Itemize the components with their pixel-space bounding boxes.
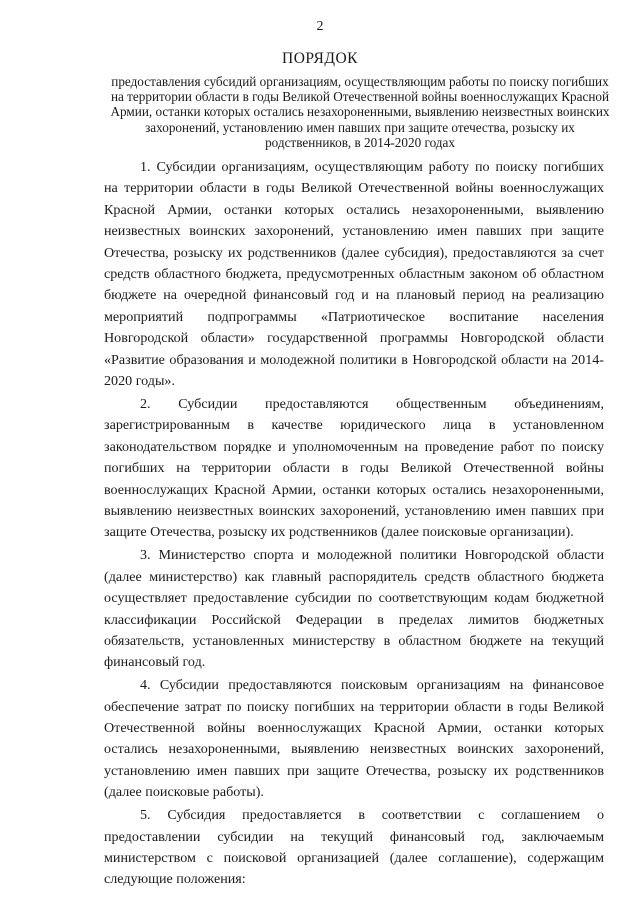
paragraph-5: 5. Субсидия предоставляется в соответствии с соглашением о предоставлении субсидии на текущий финансовый год, заключаемым министерством с поисковой организацией (далее соглашение), содержащим следующие положения: <box>104 807 604 888</box>
paragraph-4: 4. Субсидии предоставляются поисковым организациям на финансовое обеспечение затрат по поиску погибших на территории области в годы Великой Отечественной войны военнослужащих Красной Армии, останки которых остались незахороненными, выявлению неизвестных воинских захоронений, установлению имен павших при защите Отечества, розыску их родственников (далее поисковые работы). <box>104 677 604 801</box>
document-title: ПОРЯДОК <box>282 50 358 67</box>
document-subtitle: предоставления субсидий организациям, осуществляющим работы по поиску погибших на территории области в годы Великой Отечественной войны военнослужащих Красной Армии, останки которых остались незахороненными, выявлению неизвестных воинских захоронений, установлению имен павших при защите отечества, розыску их родственников, в 2014-2020 годах <box>110 74 610 150</box>
paragraph-3: 3. Министерство спорта и молодежной политики Новгородской области (далее министерство) как главный распорядитель средств областного бюджета осуществляет предоставление субсидии по соответствующим кодам бюджетной классификации Российской Федерации в пределах лимитов бюджетных обязательств, установленных министерству в областном бюджете на текущий финансовый год. <box>104 547 604 671</box>
page-number: 2 <box>316 19 324 34</box>
paragraph-1: 1. Субсидии организациям, осуществляющим работу по поиску погибших на территории области в годы Великой Отечественной войны военнослужащих Красной Армии, останки которых остались незахороненными, выявлению неизвестных воинских захоронений, установлению имен павших при защите Отечества, розыску их родственников (далее субсидия), предоставляются за счет средств областного бюджета, предусмотренных областным законом об областном бюджете на очередной финансовый год и на плановый период на реализацию мероприятий подпрограммы «Патриотическое воспитание населения Новгородской области» государственной программы Новгородской области «Развитие образования и молодежной политики в Новгородской области на 2014-2020 годы». <box>104 159 604 390</box>
document-body <box>104 157 604 892</box>
paragraph-2: 2. Субсидии предоставляются общественным объединениям, зарегистрированным в качестве юридического лица в установленном законодательством порядке и уполномоченным на проведение работ по поиску погибших на территории области в годы Великой Отечественной войны военнослужащих Красной Армии, останки которых остались незахороненными, выявлению неизвестных воинских захоронений, установлению имен павших при защите Отечества, розыску их родственников (далее поисковые организации). <box>104 395 604 541</box>
